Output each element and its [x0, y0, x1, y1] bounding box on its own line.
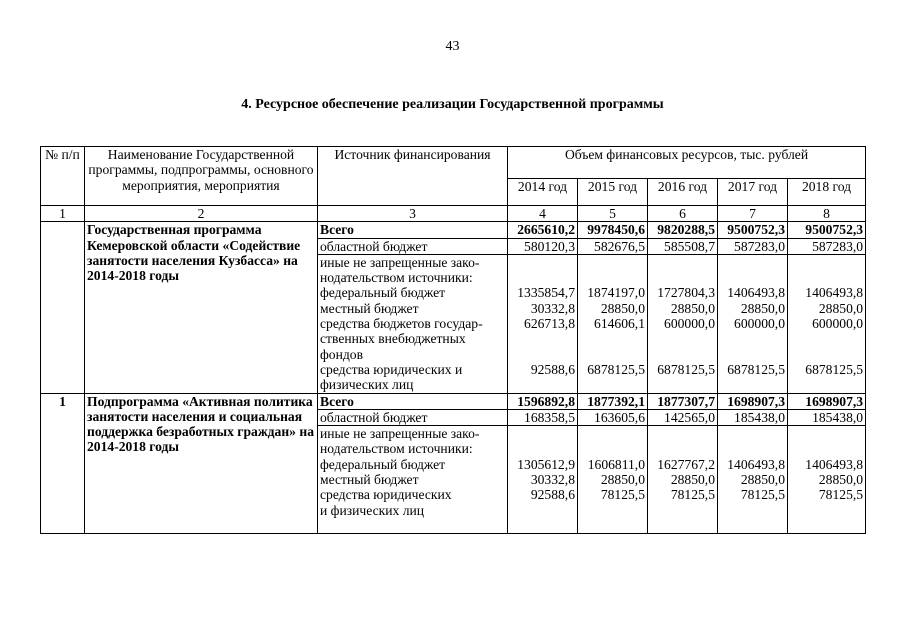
total-value: 9820288,5 [648, 222, 718, 238]
column-number: 4 [508, 206, 578, 222]
other-values-cell [718, 254, 788, 393]
source-value: 600000,0 [812, 316, 864, 332]
source-value [580, 331, 645, 346]
total-value: 1877307,7 [648, 393, 718, 409]
source-value: 1874197,0 [587, 285, 645, 301]
block-number [41, 222, 85, 393]
source-value [720, 331, 785, 346]
source-line: местный бюджет [320, 472, 419, 488]
other-values-cell [718, 426, 788, 534]
other-values-cell [648, 254, 718, 393]
source-line: фондов [320, 346, 364, 362]
source-value: 1406493,8 [805, 456, 864, 472]
source-value [650, 377, 715, 392]
source-value [720, 426, 785, 441]
total-value: 1596892,8 [508, 393, 578, 409]
block-name: Подпрограмма «Активная политика занятости населения и социальная поддержка безработных граждан» на 2014-2018 годы [85, 393, 318, 534]
source-value: 78125,5 [670, 487, 715, 503]
source-value: 614606,1 [594, 316, 645, 332]
source-value: 28850,0 [600, 472, 645, 488]
source-value: 600000,0 [734, 316, 785, 332]
source-value [720, 270, 785, 285]
total-value: 2665610,2 [508, 222, 578, 238]
source-value [650, 518, 715, 533]
source-value: 92588,6 [530, 487, 575, 503]
source-value [790, 518, 863, 533]
source-value [650, 270, 715, 285]
source-value [790, 347, 863, 362]
source-value: 600000,0 [664, 316, 715, 332]
source-line: средства юридических [320, 487, 452, 503]
source-value [510, 377, 575, 392]
block-number: 1 [41, 393, 85, 534]
column-numbers-row [41, 206, 866, 222]
other-sources-cell [318, 254, 508, 393]
other-values-cell [788, 426, 866, 534]
source-value [720, 441, 785, 456]
column-number: 3 [318, 206, 508, 222]
regional-value: 168358,5 [508, 409, 578, 425]
source-value [510, 518, 575, 533]
regional-value: 587283,0 [718, 238, 788, 254]
source-value: 6878125,5 [657, 361, 715, 377]
source-value: 92588,6 [530, 361, 575, 377]
source-value [650, 503, 715, 518]
regional-value: 142565,0 [648, 409, 718, 425]
total-label: Всего [318, 393, 508, 409]
source-line: нодательством источники: [320, 441, 473, 457]
source-value [650, 426, 715, 441]
source-line: федеральный бюджет [320, 285, 446, 301]
other-values-cell [508, 254, 578, 393]
year-header: 2014 год [508, 179, 578, 206]
total-value: 9978450,6 [578, 222, 648, 238]
total-value: 1877392,1 [578, 393, 648, 409]
regional-value: 580120,3 [508, 238, 578, 254]
regional-value: 582676,5 [578, 238, 648, 254]
source-value [510, 270, 575, 285]
source-value [510, 503, 575, 518]
year-header: 2017 год [718, 179, 788, 206]
source-value [580, 347, 645, 362]
source-value: 1335854,7 [517, 285, 575, 301]
source-value [790, 270, 863, 285]
source-value [790, 377, 863, 392]
source-value [650, 331, 715, 346]
source-line: нодательством источники: [320, 270, 473, 286]
source-value [720, 377, 785, 392]
source-line: местный бюджет [320, 300, 419, 316]
column-number: 1 [41, 206, 85, 222]
source-value [510, 255, 575, 270]
total-label: Всего [318, 222, 508, 238]
source-value: 30332,8 [530, 472, 575, 488]
source-value: 6878125,5 [805, 361, 864, 377]
source-value: 28850,0 [818, 472, 864, 488]
year-header: 2015 год [578, 179, 648, 206]
source-value [510, 347, 575, 362]
regional-value: 587283,0 [788, 238, 866, 254]
source-value: 78125,5 [740, 487, 785, 503]
source-value [720, 503, 785, 518]
regional-value: 163605,6 [578, 409, 648, 425]
source-line: иные не запрещенные зако- [320, 254, 480, 270]
header-source: Источник финансирования [318, 147, 508, 206]
source-value: 1305612,9 [517, 456, 575, 472]
source-value [580, 503, 645, 518]
source-value [510, 426, 575, 441]
source-value [650, 255, 715, 270]
source-value: 1406493,8 [727, 456, 785, 472]
column-number: 2 [85, 206, 318, 222]
source-value [720, 347, 785, 362]
source-line: средства юридических и [320, 361, 463, 377]
block-name: Государственная программа Кемеровской области «Содействие занятости населения Кузбасса» на 2014-2018 годы [85, 222, 318, 393]
source-value: 1627767,2 [657, 456, 715, 472]
source-value [510, 441, 575, 456]
source-value: 1606811,0 [587, 456, 645, 472]
total-value: 1698907,3 [788, 393, 866, 409]
source-value [650, 441, 715, 456]
other-values-cell [578, 426, 648, 534]
other-values-cell [508, 426, 578, 534]
source-value: 28850,0 [670, 300, 715, 316]
column-number: 8 [788, 206, 866, 222]
regional-value: 585508,7 [648, 238, 718, 254]
source-value [790, 426, 863, 441]
block-total-row [41, 393, 866, 409]
other-values-cell [788, 254, 866, 393]
source-line: физических лиц [320, 377, 414, 393]
source-value: 78125,5 [600, 487, 645, 503]
total-value: 9500752,3 [788, 222, 866, 238]
year-header: 2016 год [648, 179, 718, 206]
source-line: иные не запрещенные зако- [320, 426, 480, 442]
other-values-cell [648, 426, 718, 534]
source-value: 78125,5 [818, 487, 864, 503]
header-row [41, 147, 866, 179]
section-title: 4. Ресурсное обеспечение реализации Государственной программы [241, 97, 664, 112]
source-value [580, 426, 645, 441]
source-line: ственных внебюджетных [320, 331, 466, 347]
regional-value: 185438,0 [788, 409, 866, 425]
source-value [510, 331, 575, 346]
header-num: № п/п [41, 147, 85, 206]
source-value [720, 255, 785, 270]
source-value: 1406493,8 [727, 285, 785, 301]
source-line: средства бюджетов государ- [320, 316, 483, 332]
source-line: и физических лиц [320, 502, 425, 518]
source-value: 6878125,5 [727, 361, 785, 377]
source-value [650, 347, 715, 362]
page-number: 43 [445, 39, 460, 54]
source-value [580, 441, 645, 456]
source-line: федеральный бюджет [320, 456, 446, 472]
resource-table [40, 146, 866, 534]
source-value: 28850,0 [818, 300, 864, 316]
other-sources-cell [318, 426, 508, 534]
year-header: 2018 год [788, 179, 866, 206]
block-total-row [41, 222, 866, 238]
source-value: 28850,0 [670, 472, 715, 488]
source-value [790, 441, 863, 456]
source-value: 1727804,3 [657, 285, 715, 301]
source-value [580, 377, 645, 392]
source-line [320, 518, 505, 533]
total-value: 9500752,3 [718, 222, 788, 238]
source-value [580, 255, 645, 270]
source-value [790, 503, 863, 518]
column-number: 6 [648, 206, 718, 222]
total-value: 1698907,3 [718, 393, 788, 409]
regional-label: областной бюджет [318, 238, 508, 254]
source-value: 30332,8 [530, 300, 575, 316]
source-value: 28850,0 [740, 472, 785, 488]
header-volume: Объем финансовых ресурсов, тыс. рублей [508, 147, 866, 179]
table-body [41, 147, 866, 534]
regional-value: 185438,0 [718, 409, 788, 425]
source-value [580, 518, 645, 533]
column-number: 5 [578, 206, 648, 222]
source-value: 28850,0 [600, 300, 645, 316]
source-value: 1406493,8 [805, 285, 864, 301]
other-values-cell [578, 254, 648, 393]
source-value: 28850,0 [740, 300, 785, 316]
regional-label: областной бюджет [318, 409, 508, 425]
source-value: 626713,8 [524, 316, 575, 332]
source-value [720, 518, 785, 533]
source-value: 6878125,5 [587, 361, 645, 377]
source-value [580, 270, 645, 285]
source-value [790, 255, 863, 270]
source-value [790, 331, 863, 346]
column-number: 7 [718, 206, 788, 222]
header-name: Наименование Государственной программы, подпрограммы, основного мероприятия, мероприятия [85, 147, 318, 206]
